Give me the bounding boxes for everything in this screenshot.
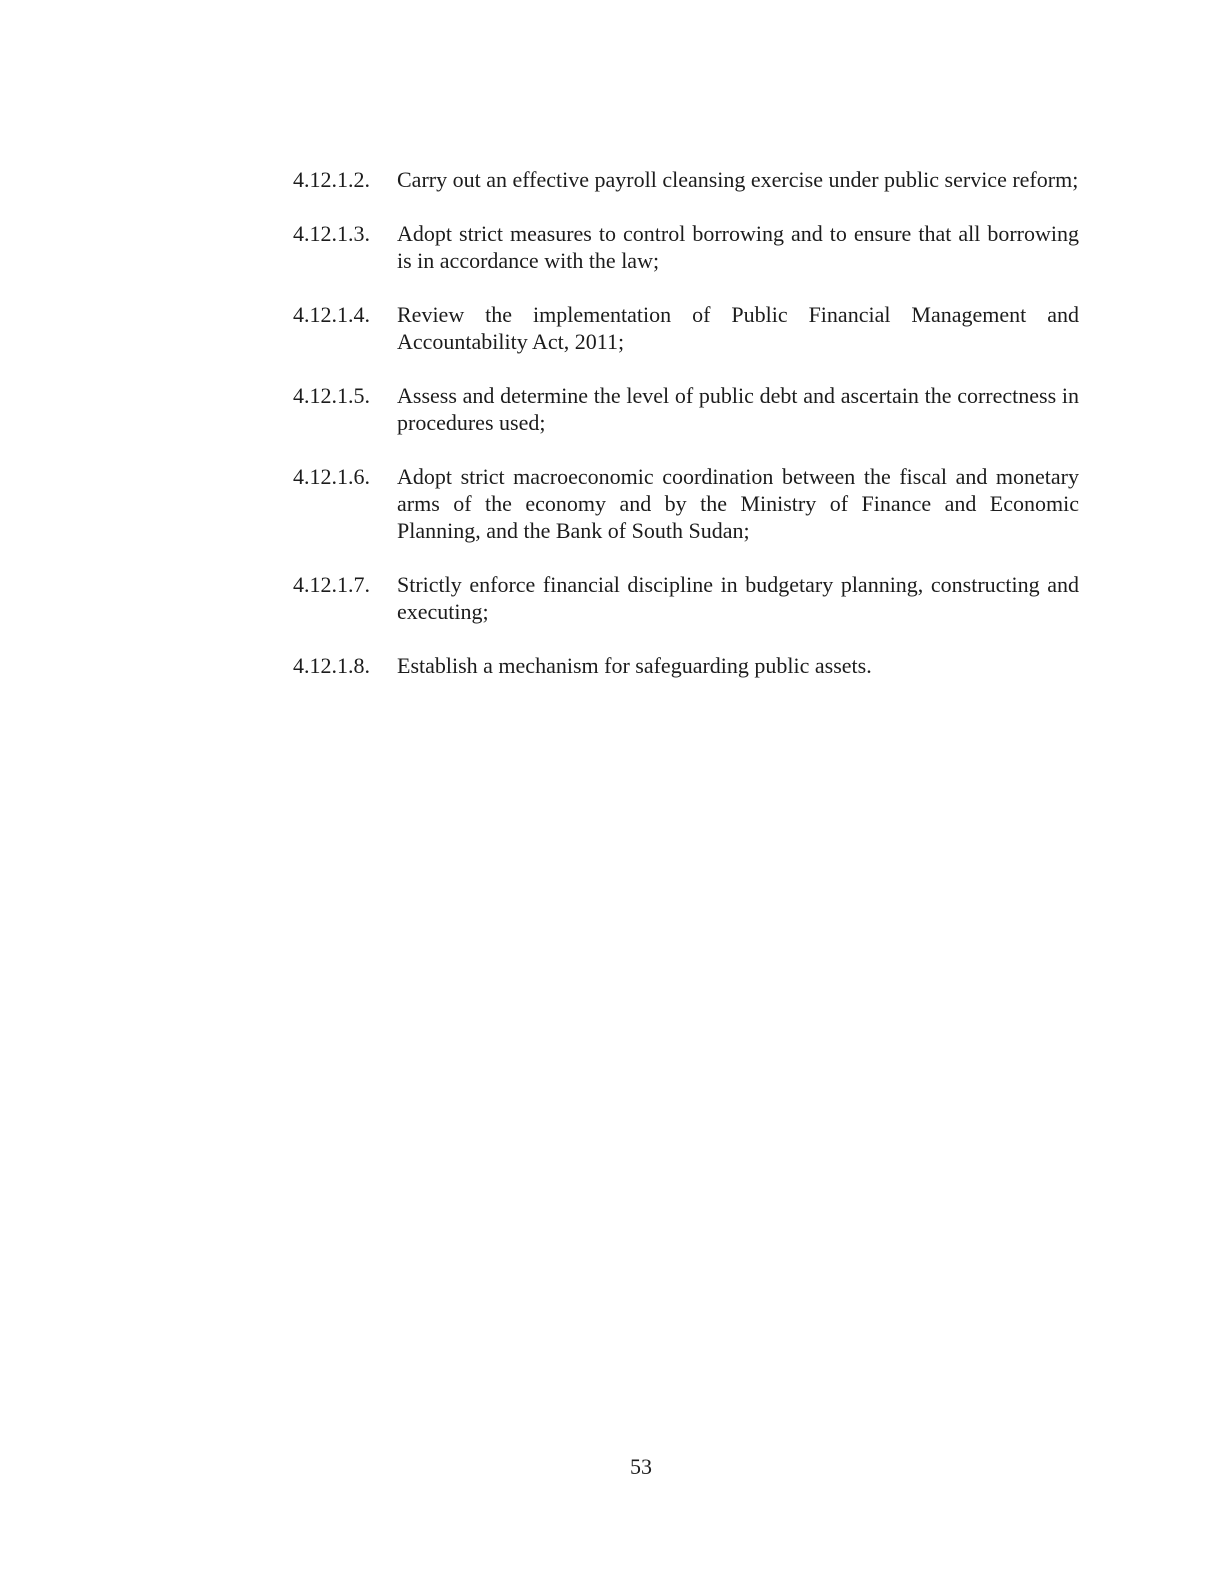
list-item-text: Adopt strict measures to control borrowing and to ensure that all borrowing is in accordance with the law;: [397, 221, 1079, 273]
list-item: [293, 301, 1079, 355]
list-item: [293, 652, 1079, 679]
list-item-text: Assess and determine the level of public debt and ascertain the correctness in procedures used;: [397, 383, 1079, 435]
list-item: [293, 166, 1079, 193]
list-item: [293, 220, 1079, 274]
list-item-number: 4.12.1.7.: [293, 572, 370, 597]
list-item: [293, 463, 1079, 544]
list-item-text: Strictly enforce financial discipline in budgetary planning, constructing and executing;: [397, 572, 1079, 624]
list-item-number: 4.12.1.4.: [293, 302, 370, 327]
list-item-text: Carry out an effective payroll cleansing exercise under public service reform;: [397, 167, 1079, 192]
page-number: 53: [630, 1454, 652, 1479]
list-item-text: Review the implementation of Public Financial Management and Accountability Act, 2011;: [397, 302, 1079, 354]
list-item-text: Establish a mechanism for safeguarding public assets.: [397, 653, 872, 678]
list-item-number: 4.12.1.5.: [293, 383, 370, 408]
numbered-list: [293, 166, 1079, 706]
list-item-text: Adopt strict macroeconomic coordination between the fiscal and monetary arms of the economy and by the Ministry of Finance and Economic Planning, and the Bank of South Sudan;: [397, 464, 1079, 543]
list-item-number: 4.12.1.8.: [293, 653, 370, 678]
list-item: [293, 382, 1079, 436]
list-item-number: 4.12.1.2.: [293, 167, 370, 192]
list-item: [293, 571, 1079, 625]
list-item-number: 4.12.1.6.: [293, 464, 370, 489]
list-item-number: 4.12.1.3.: [293, 221, 370, 246]
